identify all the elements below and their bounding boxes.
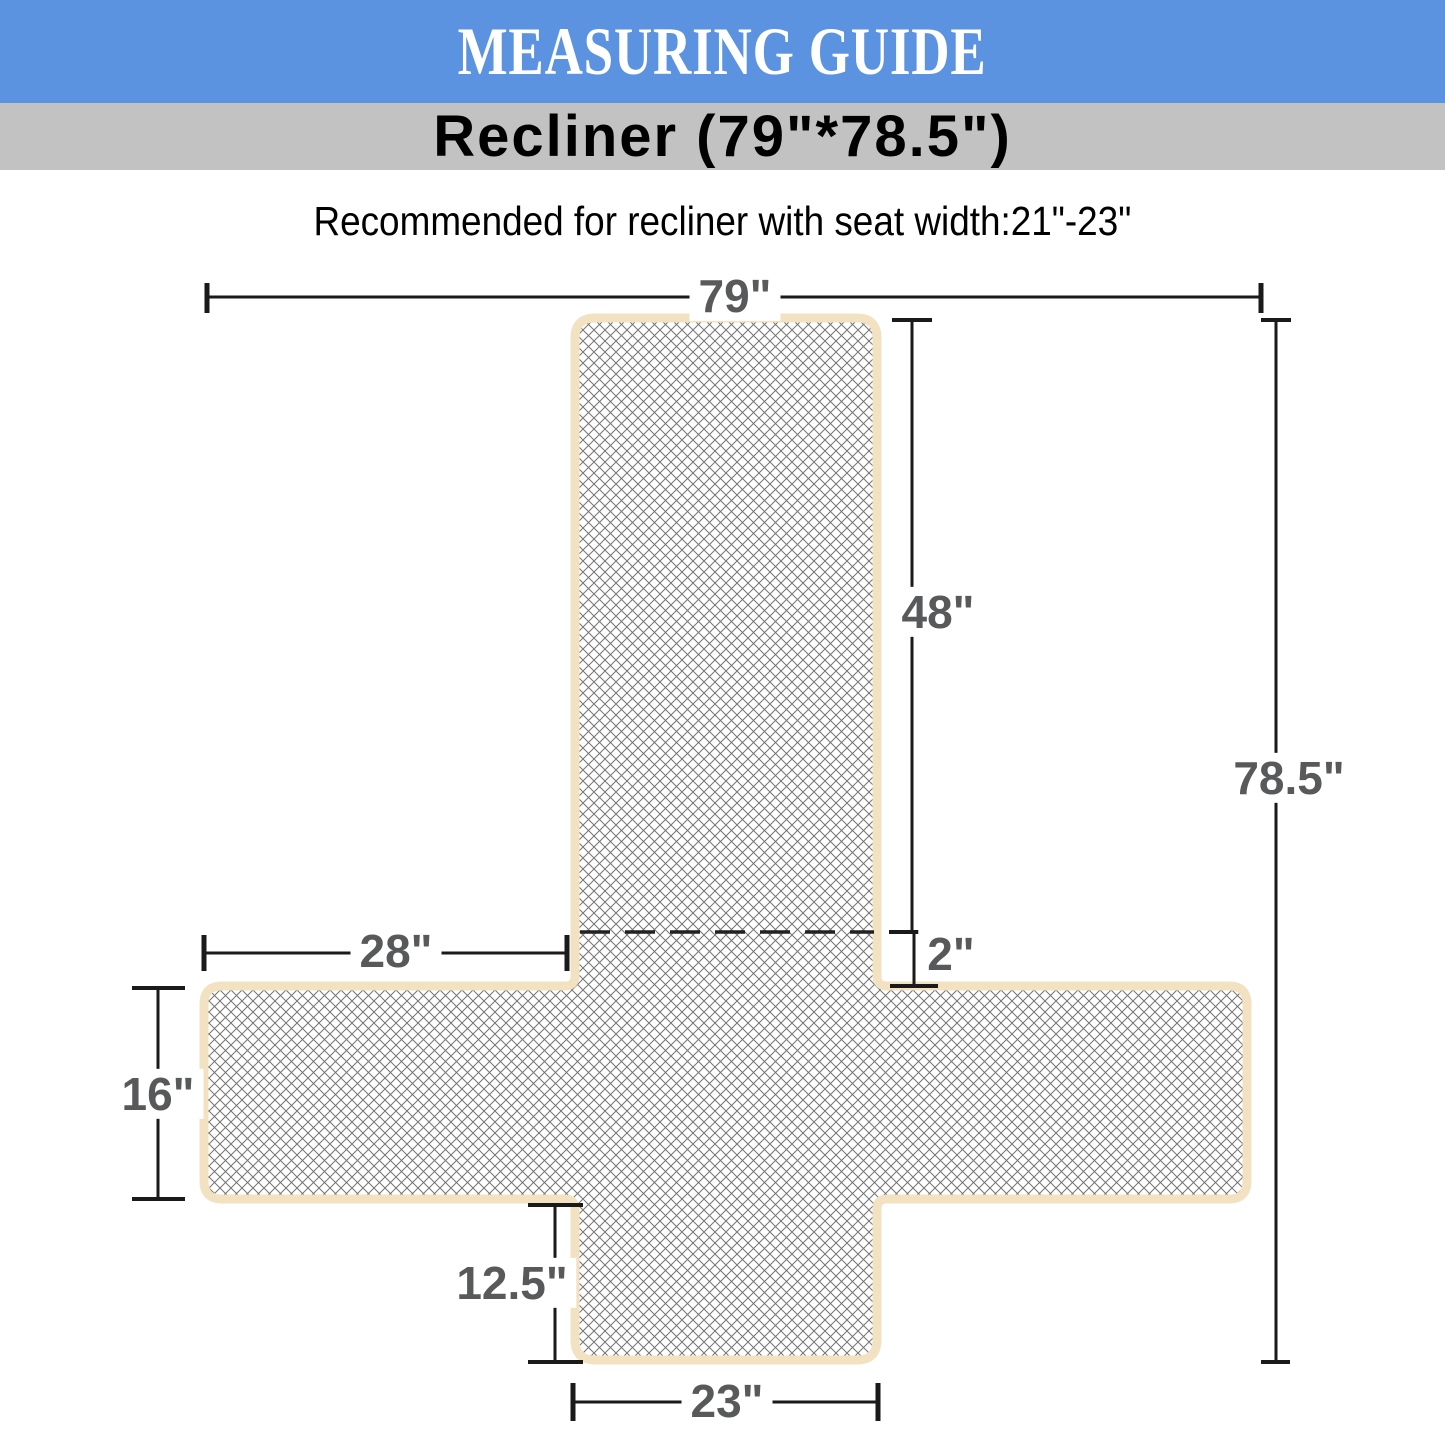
label-backrest-length: 48" <box>893 587 984 637</box>
dim-total-length-line <box>1261 320 1291 1362</box>
label-seat-front-width: 23" <box>682 1376 773 1426</box>
size-title: Recliner (79"*78.5") <box>433 103 1012 169</box>
page-title: MEASURING GUIDE <box>458 13 987 89</box>
label-seat-gap: 2" <box>918 929 983 979</box>
label-arm-part-height: 16" <box>113 1069 204 1119</box>
recommendation-text: Recommended for recliner with seat width:21"-23" <box>313 198 1132 244</box>
cover-outline <box>204 318 1247 1360</box>
label-seat-front-length: 12.5" <box>447 1258 576 1308</box>
label-arm-part-width: 28" <box>351 926 442 976</box>
label-total-length: 78.5" <box>1224 753 1353 803</box>
label-total-width: 79" <box>690 271 781 321</box>
